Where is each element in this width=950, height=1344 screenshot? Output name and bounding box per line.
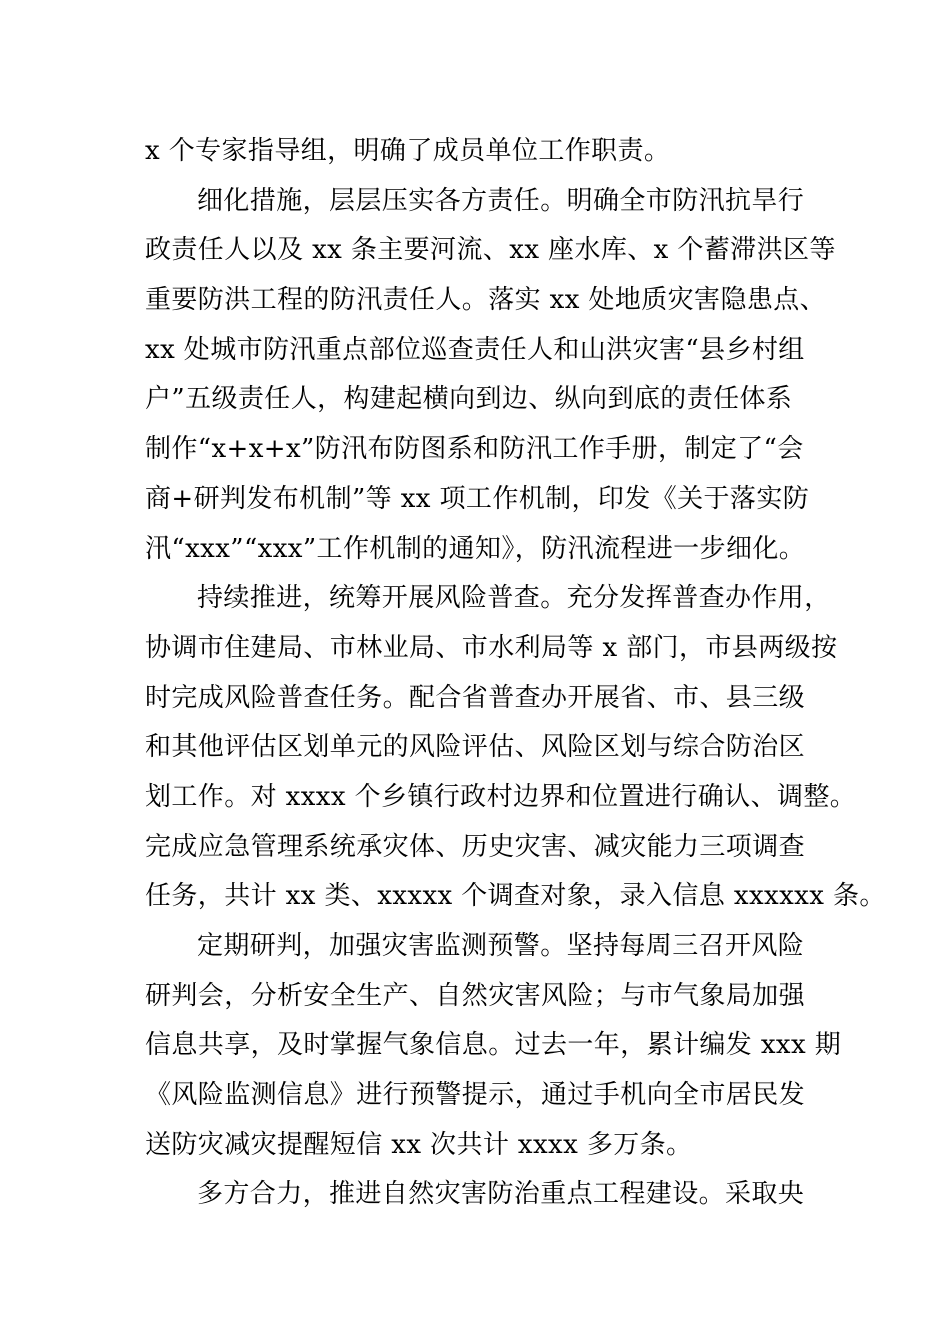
text-line: x 个专家指导组，明确了成员单位工作职责。	[145, 136, 671, 166]
paragraph-start-line: 定期研判，加强灾害监测预警。坚持每周三召开风险	[197, 931, 805, 961]
text-line: 完成应急管理系统承灾体、历史灾害、减灾能力三项调查	[145, 831, 806, 862]
text-line: 户”五级责任人，构建起横向到边、纵向到底的责任体系	[145, 384, 793, 415]
text-line: 研判会，分析安全生产、自然灾害风险；与市气象局加强	[145, 980, 806, 1011]
paragraph-start-line: 多方合力，推进自然灾害防治重点工程建设。采取央	[197, 1179, 805, 1210]
document-body	[145, 127, 886, 1220]
text-line: 制作“x+x+x”防汛布防图系和防汛工作手册，制定了“会	[145, 434, 804, 465]
text-line: 和其他评估区划单元的风险评估、风险区划与综合防治区	[145, 732, 806, 763]
paragraph-start-line: 持续推进，统筹开展风险普查。充分发挥普查办作用，	[197, 583, 831, 614]
text-line: 政责任人以及 xx 条主要河流、xx 座水库、x 个蓄滞洪区等	[145, 235, 836, 266]
text-line: 《风险监测信息》进行预警提示，通过手机向全市居民发	[145, 1080, 806, 1111]
text-line: 时完成风险普查任务。配合省普查办开展省、市、县三级	[145, 682, 806, 713]
text-line: 重要防洪工程的防汛责任人。落实 xx 处地质灾害隐患点、	[145, 285, 827, 316]
paragraph-start-line: 细化措施，层层压实各方责任。明确全市防汛抗旱行	[197, 185, 805, 216]
text-line: xx 处城市防汛重点部位巡查责任人和山洪灾害“县乡村组	[145, 334, 805, 365]
text-line: 信息共享，及时掌握气象信息。过去一年，累计编发 xxx 期	[145, 1030, 842, 1061]
text-line: 商+研判发布机制”等 xx 项工作机制，印发《关于落实防	[145, 483, 810, 514]
text-line: 划工作。对 xxxx 个乡镇行政村边界和位置进行确认、调整。	[145, 781, 857, 812]
text-line: 任务，共计 xx 类、xxxxx 个调查对象，录入信息 xxxxxx 条。	[145, 881, 886, 912]
text-line: 协调市住建局、市林业局、市水利局等 x 部门，市县两级按	[145, 632, 838, 663]
text-line: 送防灾减灾提醒短信 xx 次共计 xxxx 多万条。	[145, 1129, 693, 1160]
text-line: 汛“xxx”“xxx”工作机制的通知》，防汛流程进一步细化。	[145, 533, 806, 564]
